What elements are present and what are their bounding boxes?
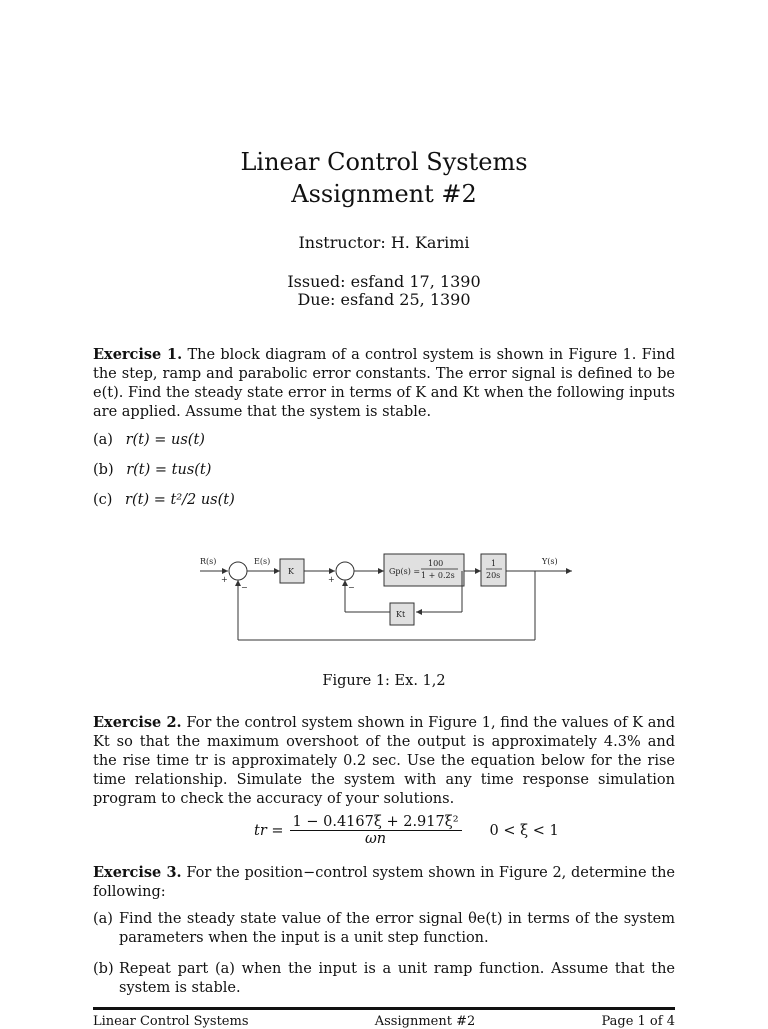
exercise-3-body: For the position−control system shown in Figure 2, determine the following: <box>93 865 675 900</box>
footer-rule <box>93 1007 675 1010</box>
label-Gp-den: 1 + 0.2s <box>421 571 455 580</box>
block-diagram-figure <box>192 540 582 650</box>
exercise-1-item-a <box>93 431 205 450</box>
exercise-2-text <box>93 713 675 809</box>
sum2-plus: + <box>328 575 335 584</box>
doc-subtitle: Assignment #2 <box>291 180 477 208</box>
footer-right: Page 1 of 4 <box>601 1014 675 1029</box>
exercise-1-item-b <box>93 461 211 480</box>
page-footer <box>93 1014 675 1029</box>
exercise-2-body: For the control system shown in Figure 1, find the values of K and Kt so that the maximum overshoot of the output is approximately 4.3% and the rise time tr is approximately 0.2 sec. Use the equation below for the rise time relationship. Simulate the system with any time response simulation program to check the accuracy of your solutions. <box>93 715 675 807</box>
exercise-1-text <box>93 345 675 422</box>
equation-numerator: 1 − 0.4167ξ + 2.917ξ² <box>290 814 462 831</box>
equation-lhs: tr = <box>254 822 284 839</box>
footer-center: Assignment #2 <box>374 1014 476 1029</box>
exercise-3-label: Exercise 3. <box>93 864 182 881</box>
label-Kt: Kt <box>396 610 406 619</box>
sum1-plus: + <box>221 575 228 584</box>
item-text: Find the steady state value of the error signal θe(t) in terms of the system parameters when the input is a unit step function. <box>119 911 675 946</box>
item-marker: (a) <box>93 432 113 448</box>
equation-condition: 0 < ξ < 1 <box>489 822 559 839</box>
label-int-num: 1 <box>491 559 497 568</box>
exercise-3-item-a <box>93 910 675 948</box>
exercise-3-text <box>93 863 675 902</box>
instructor-line: Instructor: H. Karimi <box>298 233 470 252</box>
item-expression: r(t) = tus(t) <box>126 462 212 478</box>
rise-time-equation <box>254 814 559 847</box>
item-text: Repeat part (a) when the input is a unit ramp function. Assume that the system is stable. <box>119 961 675 996</box>
item-marker: (c) <box>93 492 113 508</box>
exercise-2-label: Exercise 2. <box>93 714 182 731</box>
item-expression: r(t) = t²/2 us(t) <box>125 492 235 508</box>
exercise-1-body: The block diagram of a control system is shown in Figure 1. Find the step, ramp and parabolic error constants. The error signal is defined to be e(t). Find the steady state error in terms of K and Kt when the following inputs are applied. Assume that the system is stable. <box>93 347 676 420</box>
item-expression: r(t) = us(t) <box>125 432 205 448</box>
label-E: E(s) <box>254 557 271 566</box>
label-R: R(s) <box>200 557 217 566</box>
item-marker: (a) <box>93 911 113 927</box>
sum2-minus: − <box>348 583 355 592</box>
item-marker: (b) <box>93 462 114 478</box>
due-line: Due: esfand 25, 1390 <box>297 290 471 309</box>
sum1-minus: − <box>241 583 248 592</box>
exercise-3-item-b <box>93 960 675 998</box>
equation-fraction <box>290 814 462 847</box>
issued-line: Issued: esfand 17, 1390 <box>287 272 481 291</box>
footer-left: Linear Control Systems <box>93 1014 249 1029</box>
label-K: K <box>288 567 294 576</box>
label-Y: Y(s) <box>542 557 558 566</box>
exercise-1-item-c <box>93 491 235 510</box>
label-int-den: 20s <box>486 571 501 580</box>
doc-title: Linear Control Systems <box>240 148 528 176</box>
equation-denominator: ωn <box>364 831 387 847</box>
item-marker: (b) <box>93 961 114 977</box>
label-Gp-prefix: Gp(s) = <box>389 567 421 576</box>
label-Gp-num: 100 <box>428 559 444 568</box>
exercise-1-label: Exercise 1. <box>93 346 183 363</box>
figure-1-caption: Figure 1: Ex. 1,2 <box>322 673 446 689</box>
